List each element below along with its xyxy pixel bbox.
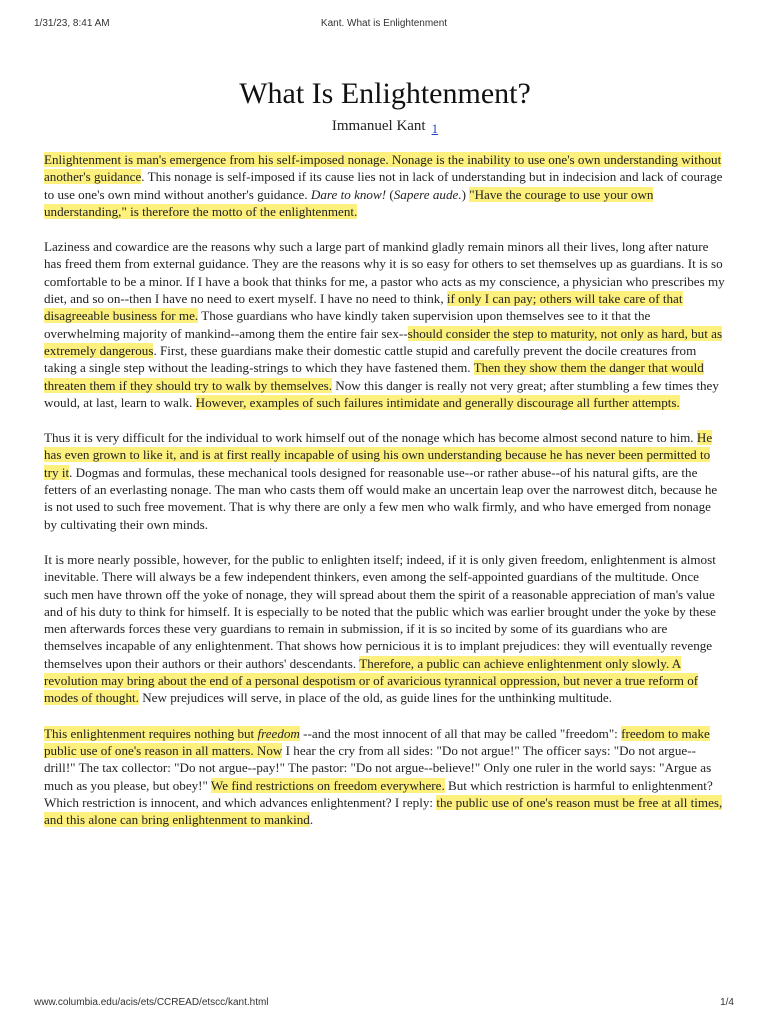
- text-run: Those guardians who have kindly taken supervision upon themselves see to it that the overwhelming majority of mankind--among them the entire fair sex--: [44, 308, 651, 341]
- highlighted-text: should consider the step to maturity, not only as hard, but as extremely dangerous: [44, 325, 723, 358]
- highlighted-text: We find restrictions on freedom everywhere.: [210, 777, 445, 793]
- text-run: Dare to know!: [310, 186, 387, 202]
- text-run: Thus it is very difficult for the individual to work himself out of the nonage which has become almost second nature to him.: [44, 430, 697, 446]
- text-run: (: [386, 186, 394, 202]
- text-run: But which restriction is harmful to enlightenment? Which restriction is innocent, and which advances enlightenment? I reply:: [44, 777, 713, 810]
- highlighted-text: freedom: [257, 725, 300, 741]
- text-run: . First, these guardians make their domestic cattle stupid and carefully prevent the docile creatures from taking a single step without the leading-strings to which they have fastened them.: [44, 342, 697, 376]
- print-page-title: Kant. What is Enlightenment: [320, 18, 448, 29]
- paragraph: [44, 429, 726, 533]
- page-url: www.columbia.edu/acis/ets/CCREAD/etscc/kant.html: [34, 997, 269, 1008]
- highlighted-text: "Have the courage to use your own understanding," is therefore the motto of the enlightenment.: [44, 186, 654, 219]
- text-run: I hear the cry from all sides: "Do not argue!" The officer says: "Do not argue--drill!" The tax collector: "Do not argue--pay!" The pastor: "Do not argue--believe!" Only one ruler in the world says: "Argue as much as you please, but obey!": [44, 742, 712, 793]
- highlighted-text: the public use of one's reason must be free at all times, and this alone can bring enlightenment to mankind: [44, 794, 723, 828]
- document-body: [44, 76, 726, 846]
- document-title: What Is Enlightenment?: [239, 77, 531, 110]
- text-run: ): [461, 186, 470, 202]
- author-line: [44, 116, 726, 136]
- text-run: Sapere aude.: [393, 186, 462, 202]
- text-run: .: [309, 812, 314, 828]
- highlighted-text: freedom to make public use of one's reason in all matters. Now: [44, 725, 710, 758]
- print-footer: [34, 997, 734, 1011]
- highlighted-text: However, examples of such failures intimidate and generally discourage all further attempts.: [195, 394, 680, 410]
- print-header: [34, 18, 734, 32]
- highlighted-text: Therefore, a public can achieve enlightenment only slowly. A revolution may bring about the end of a personal despotism or of avaricious tyrannical oppression, but never a true reform of modes of thought.: [44, 655, 699, 706]
- text-run: --and the most innocent of all that may be called "freedom":: [299, 725, 622, 741]
- text-run: Laziness and cowardice are the reasons why such a large part of mankind gladly remain minors all their lives, long after nature has freed them from external guidance. They are the reasons why it is so easy for others to set themselves up as guardians. It is so comfortable to be a minor. If I have a book that thinks for me, a pastor who acts as my conscience, a physician who prescribes my diet, and so on--then I have no need to exert myself. I have no need to think,: [44, 239, 725, 307]
- highlighted-text: Enlightenment is man's emergence from his self-imposed nonage. Nonage is the inability to use one's own understanding without another's guidance: [44, 152, 722, 185]
- text-run: . Dogmas and formulas, these mechanical tools designed for reasonable use--or rather abuse--of his natural gifts, are the fetters of an everlasting nonage. The man who casts them off would make an uncertain leap over the narrowest ditch, because he is not used to such free movement. That is why there are only a few men who walk firmly, and who have emerged from nonage by cultivating their own minds.: [44, 464, 718, 532]
- highlighted-text: Then they show them the danger that would threaten them if they should try to walk by themselves.: [44, 360, 704, 393]
- paragraph: [44, 725, 726, 829]
- print-datetime: 1/31/23, 8:41 AM: [34, 18, 110, 29]
- page-number: 1/4: [720, 997, 734, 1008]
- highlighted-text: He has even grown to like it, and is at first really incapable of using his own understanding because he has never been permitted to try it: [44, 430, 713, 480]
- text-run: New prejudices will serve, in place of the old, as guide lines for the unthinking multitude.: [138, 690, 613, 706]
- footnote-link[interactable]: 1: [431, 121, 439, 136]
- highlighted-text: if only I can pay; others will take care of that disagreeable business for me.: [44, 291, 683, 324]
- paragraph: [44, 151, 726, 220]
- paragraphs: [44, 151, 726, 828]
- text-run: Now this danger is really not very great; after stumbling a few times they would, at last, learn to walk.: [44, 377, 719, 410]
- text-run: . This nonage is self-imposed if its cause lies not in lack of understanding but in indecision and lack of courage to use one's own mind without another's guidance.: [44, 169, 723, 202]
- highlighted-text: This enlightenment requires nothing but: [44, 725, 258, 741]
- paragraph: [44, 238, 726, 411]
- author-name: Immanuel Kant: [331, 118, 426, 134]
- text-run: It is more nearly possible, however, for the public to enlighten itself; indeed, if it is only given freedom, enlightenment is almost inevitable. There will always be a few independent thinkers, even among the self-appointed guardians of the multitude. Once such men have thrown off the yoke of nonage, they will spread about them the spirit of a reasonable appreciation of man's value and of his duty to think for himself. It is especially to be noted that the public which was earlier brought under the yoke by these men afterwards forces these very guardians to remain in submission, if it is so incited by some of its guardians who are themselves incapable of any enlightenment. That shows how pernicious it is to implant prejudices: they will eventually revenge themselves upon their authors or their authors' descendants.: [44, 551, 716, 671]
- paragraph: [44, 551, 726, 707]
